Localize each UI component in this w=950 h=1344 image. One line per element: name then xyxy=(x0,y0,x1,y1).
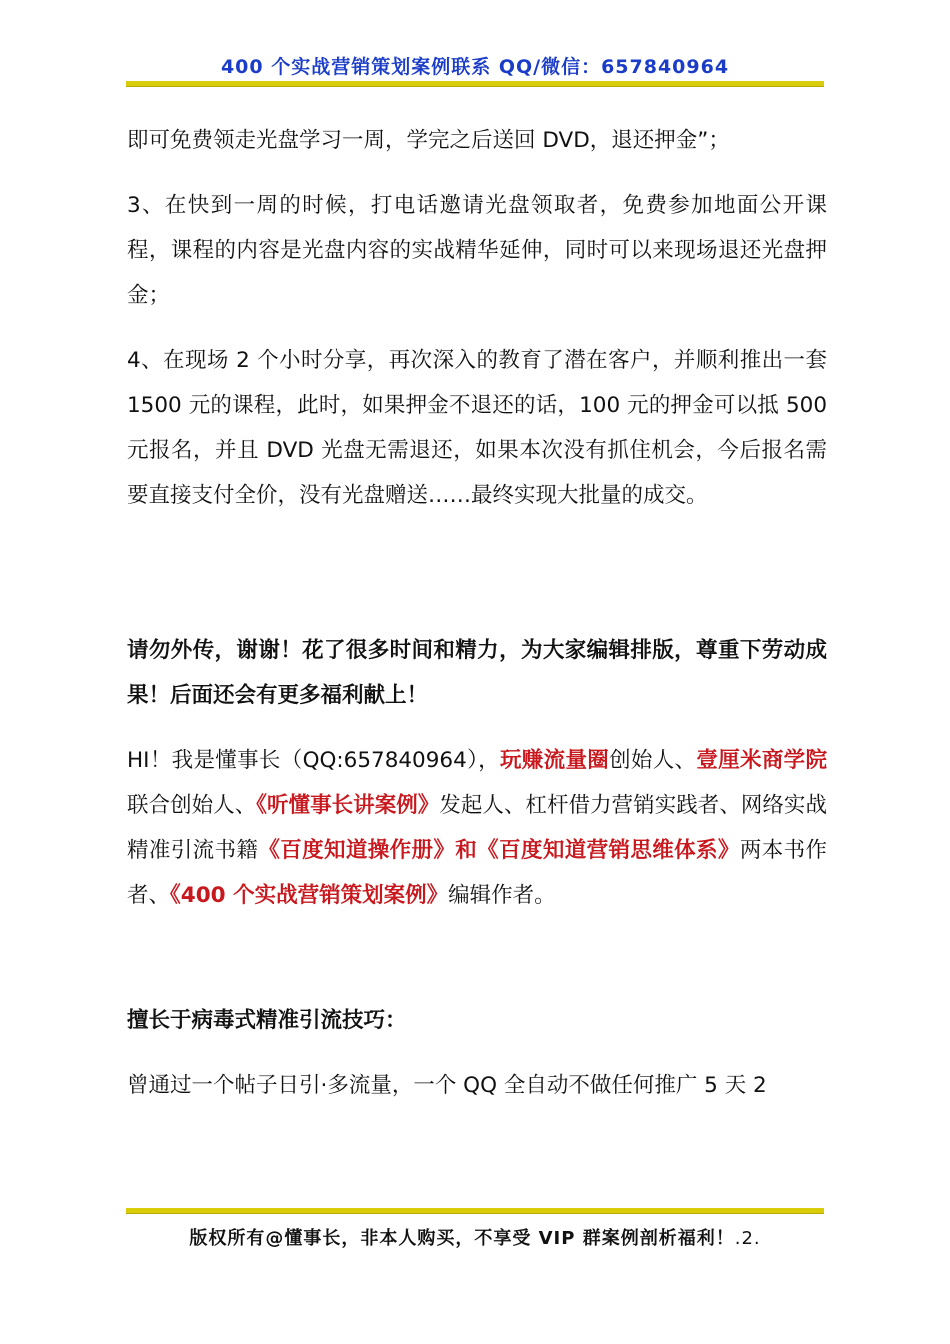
bio-highlight-2: 壹厘米商学院 xyxy=(696,748,827,773)
bio-highlight-1: 玩赚流量圈 xyxy=(499,748,610,773)
bio-text-2: 创始人、 xyxy=(609,748,697,773)
bio-highlight-3: 《听懂事长讲案例》 xyxy=(256,793,440,818)
footer-text: 版权所有@懂事长，非本人购买，不享受 VIP 群案例剖析福利！ xyxy=(189,1228,735,1249)
bio-highlight-4: 《百度知道操作册》和《百度知道营销思维体系》 xyxy=(258,838,740,863)
document-body xyxy=(127,118,827,1108)
page-number: .2. xyxy=(734,1228,761,1249)
bio-highlight-5: 《400 个实战营销策划案例》 xyxy=(170,883,449,908)
paragraph-1: 即可免费领走光盘学习一周，学完之后送回 DVD，退还押金”； xyxy=(127,128,730,153)
page-footer xyxy=(0,1224,950,1250)
skills-heading: 擅长于病毒式精准引流技巧： xyxy=(127,1008,407,1033)
author-bio xyxy=(127,738,827,918)
bio-text-6: 编辑作者。 xyxy=(448,883,556,908)
bio-text-5: 两本书作者、 xyxy=(127,838,827,908)
footer-divider xyxy=(126,1208,824,1214)
notice-paragraph: 请勿外传，谢谢！花了很多时间和精力，为大家编辑排版，尊重下劳动成果！后面还会有更多福利献上！ xyxy=(127,638,827,708)
header-divider xyxy=(126,81,824,87)
paragraph-step-4: 4、在现场 2 个小时分享，再次深入的教育了潜在客户，并顺利推出一套 1500 元的课程，此时，如果押金不退还的话，100 元的押金可以抵 500 元报名，并且 DVD 光盘无需退还，如果本次没有抓住机会，今后报名需要直接支付全价，没有光盘赠送……最终实现大批量的成交。 xyxy=(127,348,827,508)
bio-text-4: 发起人、杠杆借力营销实践者、网络实战精准引流书籍 xyxy=(127,793,827,863)
page-header: 400 个实战营销策划案例联系 QQ/微信：657840964 xyxy=(220,56,730,78)
last-paragraph: 曾通过一个帖子日引·多流量，一个 QQ 全自动不做任何推广 5 天 2 xyxy=(127,1073,767,1098)
bio-text-3: 联合创始人、 xyxy=(127,793,257,818)
paragraph-step-3: 3、在快到一周的时候，打电话邀请光盘领取者，免费参加地面公开课程，课程的内容是光盘内容的实战精华延伸，同时可以来现场退还光盘押金； xyxy=(127,193,827,308)
bio-text-1: HI！我是懂事长（QQ:657840964）， xyxy=(127,748,500,773)
